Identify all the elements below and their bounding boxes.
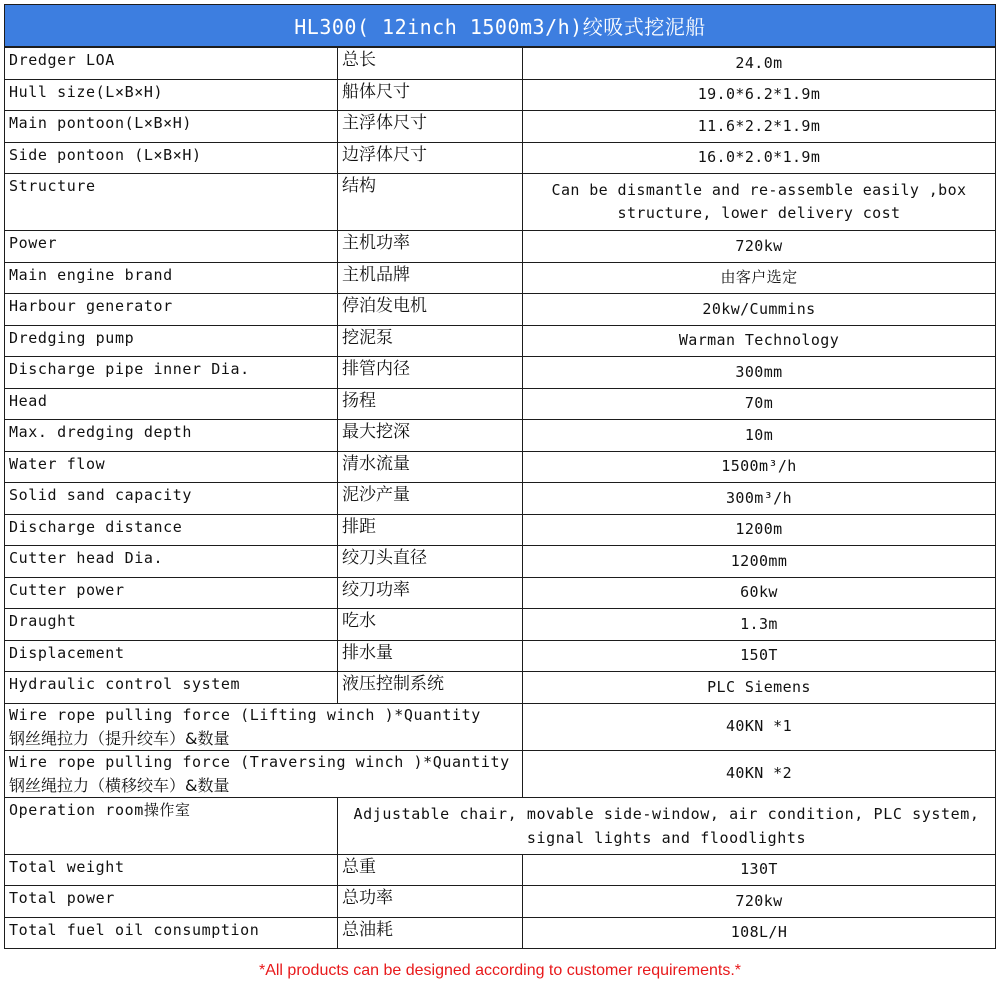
spec-value: 300m³/h bbox=[523, 483, 996, 515]
spec-value: 由客户选定 bbox=[523, 262, 996, 294]
spec-table bbox=[4, 47, 996, 949]
spec-row bbox=[5, 111, 996, 143]
spec-label-zh: 绞刀功率 bbox=[338, 577, 523, 609]
spec-row bbox=[5, 640, 996, 672]
winch-row bbox=[5, 703, 996, 750]
spec-label-zh: 扬程 bbox=[338, 388, 523, 420]
spec-row bbox=[5, 357, 996, 389]
spec-label-zh: 清水流量 bbox=[338, 451, 523, 483]
spec-row bbox=[5, 262, 996, 294]
spec-label-zh: 总油耗 bbox=[338, 917, 523, 949]
spec-value: 1.3m bbox=[523, 609, 996, 641]
winch-label bbox=[5, 750, 523, 797]
spec-row bbox=[5, 294, 996, 326]
spec-row bbox=[5, 917, 996, 949]
spec-label-zh: 总功率 bbox=[338, 886, 523, 918]
spec-label-zh: 边浮体尺寸 bbox=[338, 142, 523, 174]
spec-value: 108L/H bbox=[523, 917, 996, 949]
spec-row bbox=[5, 577, 996, 609]
spec-value: 11.6*2.2*1.9m bbox=[523, 111, 996, 143]
spec-value: Can be dismantle and re-assemble easily ,box structure, lower delivery cost bbox=[523, 174, 996, 231]
operation-room-label: Operation room操作室 bbox=[5, 797, 338, 854]
spec-label-en: Power bbox=[5, 231, 338, 263]
spec-row bbox=[5, 546, 996, 578]
spec-label-en: Hydraulic control system bbox=[5, 672, 338, 704]
spec-row bbox=[5, 231, 996, 263]
spec-row bbox=[5, 48, 996, 80]
spec-value: 1200m bbox=[523, 514, 996, 546]
spec-value: 10m bbox=[523, 420, 996, 452]
spec-label-en: Harbour generator bbox=[5, 294, 338, 326]
spec-label-en: Head bbox=[5, 388, 338, 420]
spec-row bbox=[5, 79, 996, 111]
spec-label-en: Side pontoon (L×B×H) bbox=[5, 142, 338, 174]
winch-value: 40KN *2 bbox=[523, 750, 996, 797]
winch-label-zh: 钢丝绳拉力（提升绞车）&数量 bbox=[9, 728, 230, 748]
spec-label-en: Dredging pump bbox=[5, 325, 338, 357]
winch-value: 40KN *1 bbox=[523, 703, 996, 750]
spec-value: 24.0m bbox=[523, 48, 996, 80]
spec-label-zh: 主机品牌 bbox=[338, 262, 523, 294]
spec-value: 300mm bbox=[523, 357, 996, 389]
spec-label-en: Discharge pipe inner Dia. bbox=[5, 357, 338, 389]
winch-label-en: Wire rope pulling force (Traversing winch )*Quantity bbox=[9, 752, 510, 771]
spec-label-zh: 液压控制系统 bbox=[338, 672, 523, 704]
spec-label-zh: 结构 bbox=[338, 174, 523, 231]
spec-value: PLC Siemens bbox=[523, 672, 996, 704]
operation-room-value: Adjustable chair, movable side-window, air condition, PLC system, signal lights and floodlights bbox=[338, 797, 996, 854]
winch-label-en: Wire rope pulling force (Lifting winch )*Quantity bbox=[9, 705, 481, 724]
winch-label-zh: 钢丝绳拉力（横移绞车）&数量 bbox=[9, 775, 230, 795]
spec-label-zh: 主机功率 bbox=[338, 231, 523, 263]
spec-value: 16.0*2.0*1.9m bbox=[523, 142, 996, 174]
spec-row bbox=[5, 514, 996, 546]
spec-label-zh: 总重 bbox=[338, 854, 523, 886]
spec-row bbox=[5, 420, 996, 452]
spec-row bbox=[5, 325, 996, 357]
spec-row bbox=[5, 886, 996, 918]
spec-value: 19.0*6.2*1.9m bbox=[523, 79, 996, 111]
spec-label-en: Hull size(L×B×H) bbox=[5, 79, 338, 111]
spec-sheet bbox=[4, 4, 996, 949]
spec-label-en: Displacement bbox=[5, 640, 338, 672]
spec-value: 20kw/Cummins bbox=[523, 294, 996, 326]
winch-row bbox=[5, 750, 996, 797]
spec-label-en: Discharge distance bbox=[5, 514, 338, 546]
spec-title: HL300( 12inch 1500m3/h)绞吸式挖泥船 bbox=[4, 4, 996, 47]
spec-row bbox=[5, 609, 996, 641]
spec-value: 70m bbox=[523, 388, 996, 420]
spec-value: 720kw bbox=[523, 886, 996, 918]
spec-label-zh: 排水量 bbox=[338, 640, 523, 672]
operation-room-row bbox=[5, 797, 996, 854]
spec-label-en: Cutter power bbox=[5, 577, 338, 609]
spec-label-zh: 绞刀头直径 bbox=[338, 546, 523, 578]
spec-value: 60kw bbox=[523, 577, 996, 609]
spec-label-zh: 吃水 bbox=[338, 609, 523, 641]
winch-label bbox=[5, 703, 523, 750]
spec-value: 150T bbox=[523, 640, 996, 672]
spec-label-en: Total fuel oil consumption bbox=[5, 917, 338, 949]
spec-value: 720kw bbox=[523, 231, 996, 263]
spec-label-en: Solid sand capacity bbox=[5, 483, 338, 515]
spec-label-en: Total power bbox=[5, 886, 338, 918]
spec-label-zh: 总长 bbox=[338, 48, 523, 80]
spec-label-en: Structure bbox=[5, 174, 338, 231]
spec-row bbox=[5, 142, 996, 174]
spec-label-zh: 主浮体尺寸 bbox=[338, 111, 523, 143]
spec-label-zh: 排距 bbox=[338, 514, 523, 546]
spec-label-zh: 船体尺寸 bbox=[338, 79, 523, 111]
spec-value: 1500m³/h bbox=[523, 451, 996, 483]
spec-label-en: Total weight bbox=[5, 854, 338, 886]
spec-label-zh: 泥沙产量 bbox=[338, 483, 523, 515]
spec-label-zh: 排管内径 bbox=[338, 357, 523, 389]
spec-value: Warman Technology bbox=[523, 325, 996, 357]
spec-value: 130T bbox=[523, 854, 996, 886]
spec-row bbox=[5, 672, 996, 704]
spec-label-en: Water flow bbox=[5, 451, 338, 483]
footer-note: *All products can be designed according to customer requirements.* bbox=[258, 962, 742, 979]
spec-row bbox=[5, 483, 996, 515]
spec-row bbox=[5, 388, 996, 420]
spec-label-en: Main pontoon(L×B×H) bbox=[5, 111, 338, 143]
spec-label-zh: 最大挖深 bbox=[338, 420, 523, 452]
spec-row bbox=[5, 174, 996, 231]
spec-label-zh: 停泊发电机 bbox=[338, 294, 523, 326]
spec-label-en: Dredger LOA bbox=[5, 48, 338, 80]
spec-label-en: Main engine brand bbox=[5, 262, 338, 294]
spec-label-en: Cutter head Dia. bbox=[5, 546, 338, 578]
spec-row bbox=[5, 854, 996, 886]
spec-label-en: Max. dredging depth bbox=[5, 420, 338, 452]
spec-row bbox=[5, 451, 996, 483]
spec-label-en: Draught bbox=[5, 609, 338, 641]
spec-label-zh: 挖泥泵 bbox=[338, 325, 523, 357]
spec-rows bbox=[5, 48, 996, 949]
spec-value: 1200mm bbox=[523, 546, 996, 578]
